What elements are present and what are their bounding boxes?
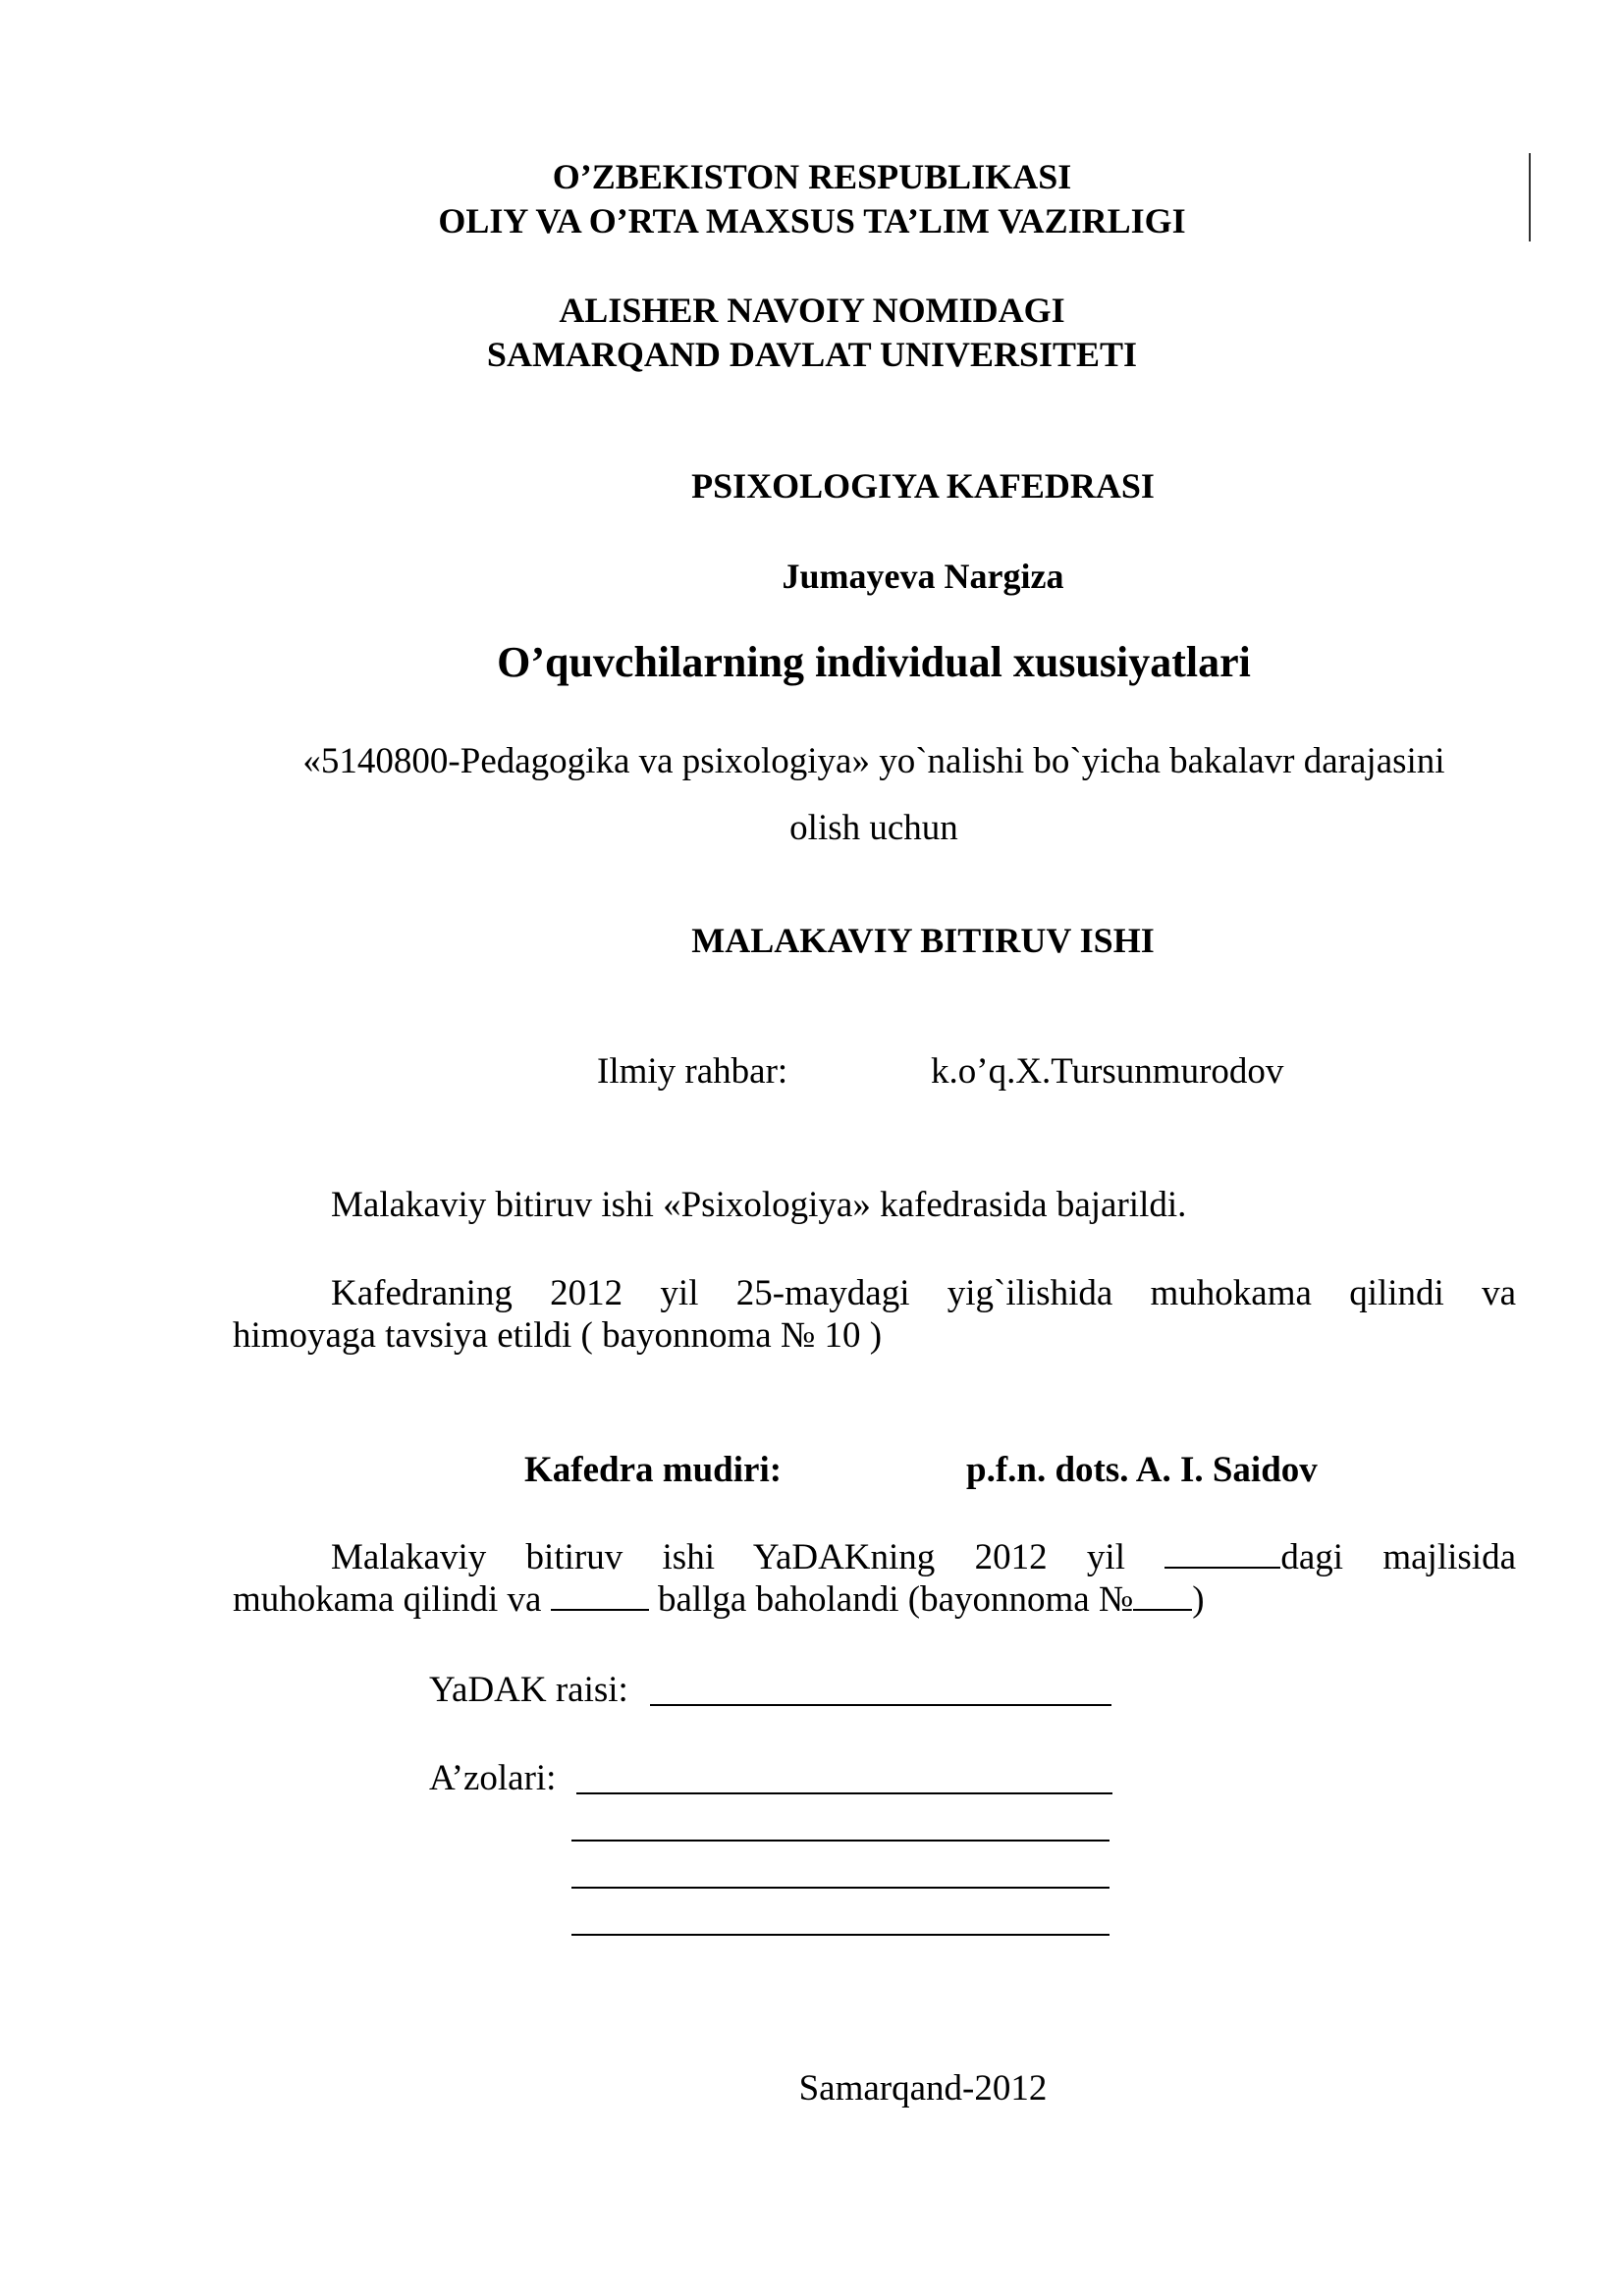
score-blank[interactable]: [551, 1608, 649, 1611]
university-line2: SAMARQAND DAVLAT UNIVERSITETI: [486, 335, 1138, 374]
supervisor-label: Ilmiy rahbar:: [597, 1051, 788, 1092]
university-line1: ALISHER NAVOIY NOMIDAGI: [559, 291, 1065, 330]
thesis-title: O’quvchilarning individual xususiyatlari: [497, 638, 1251, 686]
commission-line1-part1: Malakaviy bitiruv ishi YaDAKning 2012 yil: [331, 1537, 1125, 1577]
member-signature-line-3[interactable]: [571, 1887, 1110, 1889]
commission-line1: [233, 1536, 1516, 1578]
degree-line2: olish uchun: [789, 808, 958, 848]
commission-line1-part2: dagi majlisida: [1280, 1537, 1516, 1577]
member-signature-line-1[interactable]: [576, 1792, 1112, 1794]
head-label: Kafedra mudiri:: [524, 1450, 783, 1490]
discussion-line1: Kafedraning 2012 yil 25-maydagi yig`ilishida muhokama qilindi va: [331, 1273, 1516, 1313]
commission-line2-part1: muhokama qilindi va: [233, 1579, 542, 1620]
commission-line2-part3: ): [1192, 1579, 1205, 1620]
protocol-number-blank[interactable]: [1133, 1608, 1192, 1611]
member-signature-line-2[interactable]: [571, 1840, 1110, 1842]
discussion-paragraph: [233, 1272, 1516, 1357]
member-signature-line-4[interactable]: [571, 1934, 1110, 1936]
commission-line2: [233, 1578, 1516, 1621]
commission-line1-tail: [1164, 1537, 1516, 1577]
completed-text: Malakaviy bitiruv ishi «Psixologiya» kafedrasida bajarildi.: [331, 1185, 1187, 1225]
ministry-name: OLIY VA O’RTA MAXSUS TA’LIM VAZIRLIGI: [438, 201, 1186, 240]
supervisor-name: k.o’q.X.Tursunmurodov: [931, 1051, 1284, 1092]
members-label: A’zolari:: [429, 1758, 557, 1798]
author-name: Jumayeva Nargiza: [782, 557, 1064, 596]
work-type: MALAKAVIY BITIRUV ISHI: [691, 921, 1155, 960]
department-name: PSIXOLOGIYA KAFEDRASI: [691, 466, 1155, 506]
ministry-country: O’ZBEKISTON RESPUBLIKASI: [552, 157, 1072, 196]
chairman-label: YaDAK raisi:: [429, 1670, 628, 1710]
chairman-signature-line[interactable]: [650, 1704, 1111, 1706]
head-name: p.f.n. dots. A. I. Saidov: [966, 1450, 1318, 1490]
degree-line1: «5140800-Pedagogika va psixologiya» yo`nalishi bo`yicha bakalavr darajasini: [302, 741, 1445, 781]
discussion-line2: himoyaga tavsiya etildi ( bayonnoma № 10 ): [233, 1315, 883, 1356]
commission-paragraph: [233, 1536, 1516, 1621]
commission-line2-part2: ballga baholandi (bayonnoma №: [657, 1579, 1134, 1620]
footer-place-year: Samarqand-2012: [798, 2068, 1048, 2109]
date-blank[interactable]: [1164, 1566, 1280, 1569]
